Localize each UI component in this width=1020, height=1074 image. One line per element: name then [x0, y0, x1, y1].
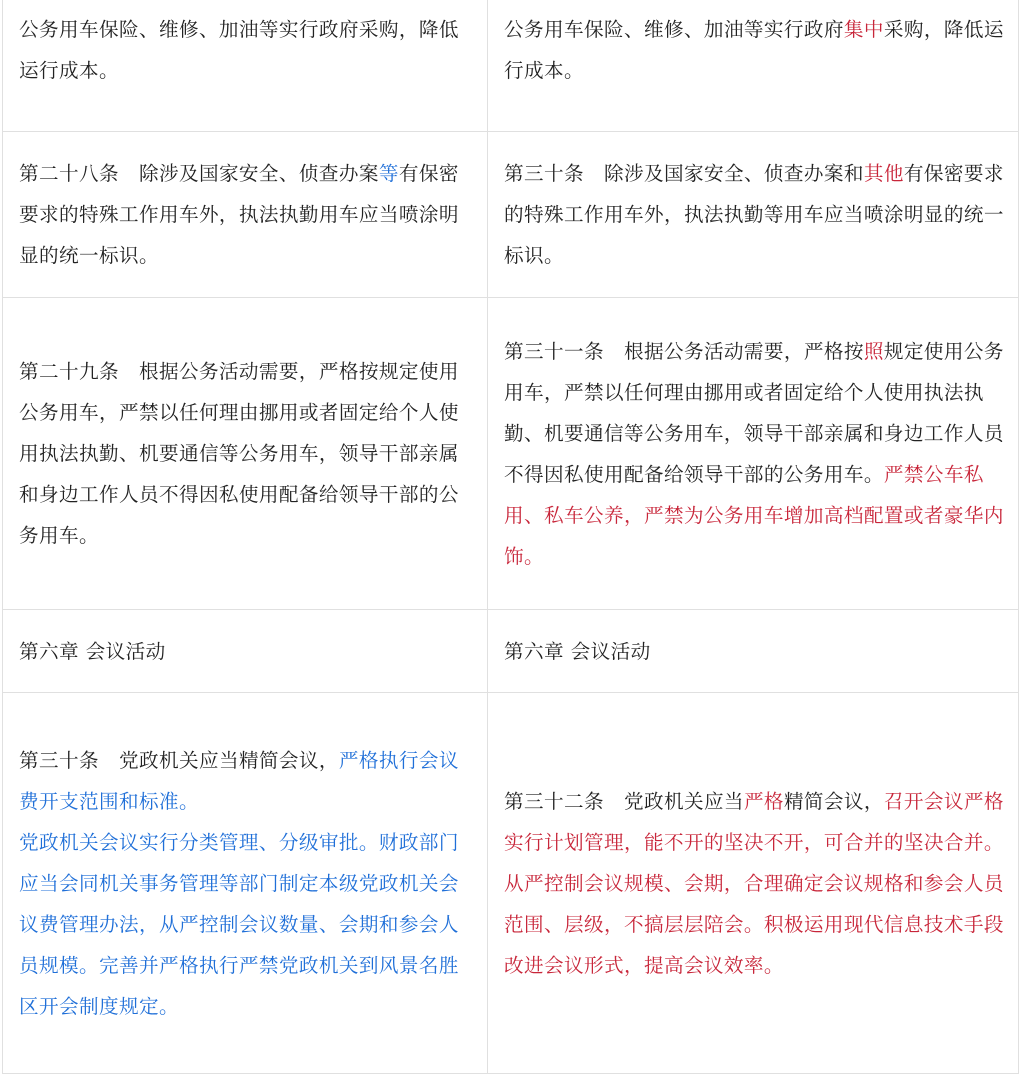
new-chapter-heading	[488, 610, 1019, 693]
removed-text: 严格执行会议费开支范围和标准。	[19, 748, 459, 813]
clause-text: 除涉及国家安全、侦查办案和	[603, 162, 864, 185]
clause-text: 规定使用公务用车，严禁以任何理由挪用或者固定给个人使用执法执勤、机要通信等公务用车，领导干部亲属和身边工作人员不得因私使用配备给领导干部的公务用车。	[504, 339, 1004, 486]
new-clause-cell	[488, 298, 1019, 610]
old-clause-cell	[3, 0, 488, 132]
new-clause-cell	[488, 693, 1019, 1074]
clause-text: 公务用车保险、维修、加油等实行政府	[504, 18, 844, 41]
clause-text: 第三十一条	[504, 339, 604, 363]
table-row	[3, 693, 1019, 1074]
added-text: 其他	[863, 162, 904, 185]
clause-text: 第三十条	[504, 162, 584, 185]
table-row	[3, 0, 1019, 132]
added-text: 集中	[843, 18, 884, 41]
clause-spacer	[604, 781, 624, 822]
clause-text: 第六章 会议活动	[504, 639, 651, 663]
new-clause-cell	[488, 132, 1019, 298]
clause-spacer	[604, 331, 624, 372]
old-chapter-heading	[3, 610, 488, 693]
new-clause-cell	[488, 0, 1019, 132]
clause-text: 第二十九条	[19, 360, 119, 383]
clause-text: 根据公务活动需要，严格按	[623, 339, 864, 363]
clause-text: 精简会议，	[783, 789, 884, 813]
table-row	[3, 298, 1019, 610]
removed-text: 等	[378, 162, 399, 185]
clause-text: 公务用车保险、维修、加油等实行政府采购，降低运行成本。	[19, 18, 459, 82]
removed-text: 党政机关会议实行分类管理、分级审批。财政部门应当会同机关事务管理等部门制定本级党政机关会议费管理办法，从严控制会议数量、会期和参会人员规模。完善并严格执行严禁党政机关到风景名胜区开会制度规定。	[19, 830, 459, 1018]
clause-text: 第三十二条	[504, 789, 604, 813]
clause-text: 党政机关应当	[623, 789, 744, 813]
comparison-table	[2, 0, 1019, 1074]
clause-spacer	[119, 351, 139, 392]
old-clause-cell	[3, 693, 488, 1074]
added-text: 严格	[743, 789, 784, 813]
old-clause-cell	[3, 132, 488, 298]
clause-text: 有保密要求的特殊工作用车外，执法执勤等用车应当喷涂明显的统一标识。	[504, 162, 1004, 267]
added-text: 照	[863, 339, 884, 363]
clause-text: 第二十八条	[19, 162, 119, 185]
table-row	[3, 610, 1019, 693]
clause-text: 采购，降低运行成本。	[504, 18, 1004, 82]
clause-text: 根据公务活动需要，严格按规定使用公务用车，严禁以任何理由挪用或者固定给个人使用执法执勤、机要通信等公务用车，领导干部亲属和身边工作人员不得因私使用配备给领导干部的公务用车。	[19, 360, 459, 547]
clause-text: 第六章 会议活动	[19, 639, 166, 663]
clause-spacer	[99, 740, 119, 781]
clause-text: 党政机关应当精简会议，	[118, 748, 339, 772]
old-clause-cell	[3, 298, 488, 610]
clause-text: 第三十条	[19, 748, 99, 772]
clause-text: 有保密要求的特殊工作用车外，执法执勤用车应当喷涂明显的统一标识。	[19, 162, 459, 267]
clause-spacer	[584, 153, 604, 194]
added-text: 严禁公车私用、私车公养，严禁为公务用车增加高档配置或者豪华内饰。	[504, 462, 1004, 568]
added-text: 召开会议严格实行计划管理，能不开的坚决不开，可合并的坚决合并。从严控制会议规模、会期，合理确定会议规格和参会人员范围、层级，不搞层层陪会。积极运用现代信息技术手段改进会议形式，提高会议效率。	[504, 789, 1004, 977]
clause-text: 除涉及国家安全、侦查办案	[138, 162, 379, 185]
table-row	[3, 132, 1019, 298]
clause-spacer	[119, 153, 139, 194]
